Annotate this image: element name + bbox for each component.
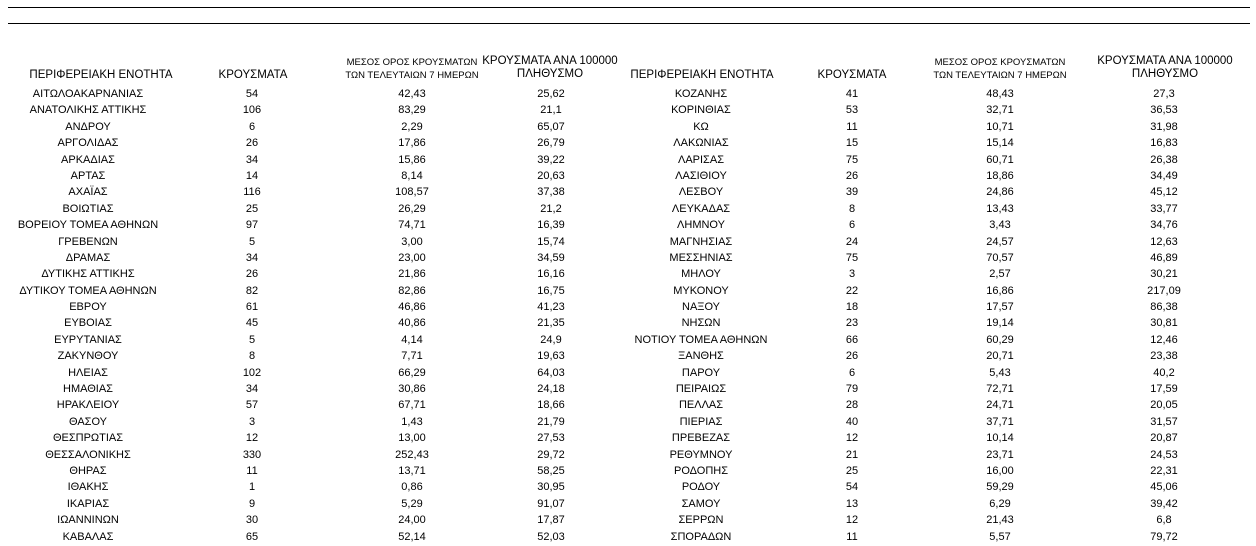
left-per100k-cell: 34,59 (537, 251, 565, 264)
left-region-cell: ΒΟΙΩΤΙΑΣ (62, 202, 114, 215)
left-avg-cell: 5,29 (401, 497, 423, 510)
left-per100k-cell: 21,35 (537, 317, 565, 330)
right-avg-cell: 23,71 (986, 448, 1014, 461)
left-region-cell: ΘΕΣΣΑΛΟΝΙΚΗΣ (45, 448, 131, 461)
left-avg-cell: 8,14 (401, 169, 423, 182)
right-region-cell: ΜΕΣΣΗΝΙΑΣ (669, 251, 733, 264)
left-avg-cell: 66,29 (398, 366, 426, 379)
right-avg-cell: 19,14 (986, 317, 1014, 330)
right-cases-cell: 79 (845, 383, 859, 396)
right-per100k-cell: 12,46 (1150, 333, 1178, 346)
right-cases-cell: 75 (845, 251, 859, 264)
right-cases-cell: 66 (845, 333, 859, 346)
right-avg-cell: 21,43 (986, 514, 1014, 527)
right-per100k-cell: 23,38 (1150, 350, 1178, 363)
right-per100k-cell: 86,38 (1150, 301, 1178, 314)
left-per100k-cell: 21,79 (537, 415, 565, 428)
right-avg-cell: 13,43 (986, 202, 1014, 215)
table-row (0, 365, 1256, 381)
right-cases-cell: 13 (845, 497, 859, 510)
left-region-cell: ΙΩΑΝΝΙΝΩΝ (57, 514, 119, 527)
table-row (0, 332, 1256, 348)
left-avg-cell: 252,43 (395, 448, 429, 461)
right-cases-cell: 39 (845, 186, 859, 199)
left-per100k-cell: 25,62 (537, 88, 565, 100)
right-region-cell: ΛΗΜΝΟΥ (677, 219, 725, 232)
right-per100k-cell: 36,53 (1150, 104, 1178, 117)
table-row (0, 315, 1256, 331)
left-per100k-cell: 18,66 (537, 399, 565, 412)
left-cases-cell: 116 (243, 186, 261, 199)
left-region-cell: ΗΜΑΘΙΑΣ (63, 383, 113, 396)
left-region-cell: ΙΚΑΡΙΑΣ (66, 497, 110, 510)
left-avg-cell: 3,00 (401, 235, 423, 248)
right-cases-cell: 18 (845, 301, 859, 314)
right-cases-cell: 25 (845, 464, 859, 477)
right-region-cell: ΚΟΡΙΝΘΙΑΣ (671, 104, 731, 117)
right-cases-cell: 75 (845, 153, 859, 166)
left-avg-cell: 17,86 (398, 137, 426, 150)
table-row (0, 86, 1256, 102)
right-cases-cell: 8 (848, 202, 856, 215)
left-region-cell: ΑΡΤΑΣ (70, 169, 106, 182)
left-per100k-cell: 24,9 (540, 333, 562, 346)
right-header-cases: ΚΡΟΥΣΜΑΤΑ (817, 69, 887, 81)
right-per100k-cell: 45,06 (1150, 481, 1178, 494)
left-avg-cell: 0,86 (401, 481, 423, 494)
right-per100k-cell: 17,59 (1150, 383, 1178, 396)
left-region-cell: ΑΝΔΡΟΥ (65, 120, 111, 133)
right-per100k-cell: 30,81 (1150, 317, 1178, 330)
right-region-cell: ΚΩ (693, 120, 709, 133)
right-header-avg (918, 56, 1082, 82)
right-avg-cell: 37,71 (986, 415, 1014, 428)
left-per100k-cell: 16,75 (537, 284, 565, 297)
left-avg-cell: 74,71 (398, 219, 426, 232)
left-region-cell: ΓΡΕΒΕΝΩΝ (58, 235, 118, 248)
right-per100k-cell: 16,83 (1150, 137, 1178, 150)
left-cases-cell: 102 (242, 366, 262, 379)
left-region-cell: ΑΡΓΟΛΙΔΑΣ (57, 137, 119, 150)
right-avg-cell: 6,29 (989, 497, 1011, 510)
right-cases-cell: 12 (845, 432, 859, 445)
left-cases-cell: 34 (245, 251, 259, 264)
right-region-cell: ΛΑΣΙΘΙΟΥ (675, 169, 727, 182)
left-region-cell: ΑΡΚΑΔΙΑΣ (61, 153, 115, 166)
right-avg-cell: 24,71 (986, 399, 1014, 412)
right-region-cell: ΠΙΕΡΙΑΣ (679, 415, 723, 428)
left-region-cell: ΑΧΑΪΑΣ (68, 186, 108, 199)
left-region-cell: ΘΑΣΟΥ (68, 415, 108, 428)
table-row (0, 168, 1256, 184)
left-avg-cell: 108,57 (395, 186, 429, 199)
left-region-cell: ΑΙΤΩΛΟΑΚΑΡΝΑΝΙΑΣ (32, 88, 144, 100)
right-avg-cell: 70,57 (986, 251, 1014, 264)
right-header-per100k-line2: ΠΛΗΘΥΣΜΟ (1131, 68, 1199, 80)
right-avg-cell: 20,71 (986, 350, 1014, 363)
right-cases-cell: 40 (845, 415, 859, 428)
left-per100k-cell: 15,74 (537, 235, 565, 248)
left-region-cell: ΑΝΑΤΟΛΙΚΗΣ ΑΤΤΙΚΗΣ (29, 104, 147, 117)
right-region-cell: ΡΟΔΟΥ (681, 481, 721, 494)
right-region-cell: ΡΕΘΥΜΝΟΥ (669, 448, 733, 461)
left-region-cell: ΗΛΕΙΑΣ (68, 366, 108, 379)
right-cases-cell: 41 (845, 88, 859, 100)
left-header-per100k-line2: ΠΛΗΘΥΣΜΟ (516, 68, 584, 80)
right-region-cell: ΝΗΣΩΝ (681, 317, 721, 330)
left-cases-cell: 8 (248, 350, 256, 363)
right-avg-cell: 16,86 (986, 284, 1014, 297)
left-cases-cell: 25 (245, 202, 259, 215)
left-cases-cell: 3 (248, 415, 256, 428)
right-per100k-cell: 40,2 (1153, 366, 1175, 379)
table-row (0, 430, 1256, 446)
right-per100k-cell: 20,05 (1150, 399, 1178, 412)
right-avg-cell: 60,71 (986, 153, 1014, 166)
right-cases-cell: 6 (848, 366, 856, 379)
left-cases-cell: 97 (245, 219, 259, 232)
right-per100k-cell: 46,89 (1150, 251, 1178, 264)
table-row (0, 102, 1256, 118)
data-table (0, 86, 1256, 545)
left-cases-cell: 54 (245, 88, 259, 100)
left-cases-cell: 6 (248, 120, 256, 133)
right-per100k-cell: 27,3 (1153, 88, 1175, 100)
right-per100k-cell: 45,12 (1150, 186, 1178, 199)
left-avg-cell: 15,86 (398, 153, 426, 166)
left-avg-cell: 4,14 (401, 333, 423, 346)
right-cases-cell: 24 (845, 235, 859, 248)
right-avg-cell: 10,14 (986, 432, 1014, 445)
table-row (0, 496, 1256, 512)
left-cases-cell: 330 (242, 448, 262, 461)
right-cases-cell: 26 (845, 169, 859, 182)
table-row (0, 512, 1256, 528)
left-cases-cell: 61 (245, 301, 259, 314)
left-cases-cell: 11 (246, 464, 258, 477)
left-region-cell: ΚΑΒΑΛΑΣ (62, 530, 114, 543)
left-cases-cell: 26 (245, 268, 259, 281)
right-header-avg-line1: ΜΕΣΟΣ ΟΡΟΣ ΚΡΟΥΣΜΑΤΩΝ (934, 57, 1066, 68)
right-header-per100k (1080, 55, 1250, 81)
table-row (0, 529, 1256, 545)
right-region-cell: ΛΑΡΙΣΑΣ (677, 153, 724, 166)
right-avg-cell: 59,29 (986, 481, 1014, 494)
table-row (0, 217, 1256, 233)
left-per100k-cell: 37,38 (537, 186, 565, 199)
right-avg-cell: 17,57 (986, 301, 1014, 314)
left-cases-cell: 26 (245, 137, 259, 150)
table-row (0, 119, 1256, 135)
right-header-per100k-line1: ΚΡΟΥΣΜΑΤΑ ΑΝΑ 100000 (1097, 55, 1233, 67)
right-per100k-cell: 31,57 (1150, 415, 1178, 428)
left-avg-cell: 7,71 (401, 350, 423, 363)
left-per100k-cell: 39,22 (537, 153, 565, 166)
right-region-cell: ΜΗΛΟΥ (681, 268, 721, 281)
right-region-cell: ΠΕΙΡΑΙΩΣ (675, 383, 727, 396)
table-row (0, 135, 1256, 151)
table-row (0, 184, 1256, 200)
left-region-cell: ΗΡΑΚΛΕΙΟΥ (56, 399, 120, 412)
right-region-cell: ΣΑΜΟΥ (681, 497, 721, 510)
right-avg-cell: 2,57 (989, 268, 1011, 281)
right-header-region: ΠΕΡΙΦΕΡΕΙΑΚΗ ΕΝΟΤΗΤΑ (630, 69, 774, 81)
left-header-cases: ΚΡΟΥΣΜΑΤΑ (218, 69, 288, 81)
right-cases-cell: 15 (845, 137, 859, 150)
right-region-cell: ΜΥΚΟΝΟΥ (673, 284, 729, 297)
right-per100k-cell: 217,09 (1147, 284, 1181, 297)
left-per100k-cell: 19,63 (537, 350, 565, 363)
right-avg-cell: 10,71 (986, 120, 1014, 133)
right-per100k-cell: 26,38 (1150, 153, 1178, 166)
right-cases-cell: 54 (845, 481, 859, 494)
right-cases-cell: 23 (845, 317, 859, 330)
left-per100k-cell: 16,39 (537, 219, 565, 232)
left-avg-cell: 2,29 (401, 120, 423, 133)
left-avg-cell: 1,43 (401, 415, 423, 428)
left-avg-cell: 67,71 (398, 399, 426, 412)
left-cases-cell: 45 (245, 317, 259, 330)
left-cases-cell: 65 (245, 530, 259, 543)
left-cases-cell: 14 (245, 169, 259, 182)
left-cases-cell: 1 (248, 481, 256, 494)
right-avg-cell: 18,86 (986, 169, 1014, 182)
right-avg-cell: 15,14 (986, 137, 1014, 150)
right-cases-cell: 11 (846, 530, 858, 543)
right-region-cell: ΝΟΤΙΟΥ ΤΟΜΕΑ ΑΘΗΝΩΝ (634, 333, 768, 346)
right-region-cell: ΠΕΛΛΑΣ (678, 399, 724, 412)
right-region-cell: ΚΟΖΑΝΗΣ (674, 88, 728, 100)
right-region-cell: ΡΟΔΟΠΗΣ (673, 464, 729, 477)
left-region-cell: ΕΥΡΥΤΑΝΙΑΣ (54, 333, 122, 346)
table-row (0, 414, 1256, 430)
left-region-cell: ΙΘΑΚΗΣ (67, 481, 109, 494)
left-cases-cell: 57 (245, 399, 259, 412)
table-row (0, 381, 1256, 397)
right-avg-cell: 5,43 (989, 366, 1011, 379)
left-per100k-cell: 64,03 (537, 366, 565, 379)
left-avg-cell: 52,14 (398, 530, 426, 543)
left-cases-cell: 34 (245, 383, 259, 396)
left-avg-cell: 13,00 (398, 432, 426, 445)
left-region-cell: ΘΕΣΠΡΩΤΙΑΣ (52, 432, 124, 445)
left-per100k-cell: 26,79 (537, 137, 565, 150)
right-region-cell: ΣΠΟΡΑΔΩΝ (670, 530, 732, 543)
left-cases-cell: 9 (248, 497, 256, 510)
left-region-cell: ΔΥΤΙΚΟΥ ΤΟΜΕΑ ΑΘΗΝΩΝ (19, 284, 157, 297)
left-per100k-cell: 30,95 (537, 481, 565, 494)
left-per100k-cell: 20,63 (537, 169, 565, 182)
left-region-cell: ΕΥΒΟΙΑΣ (64, 317, 112, 330)
right-region-cell: ΛΕΣΒΟΥ (678, 186, 724, 199)
right-avg-cell: 48,43 (986, 88, 1014, 100)
right-avg-cell: 24,57 (986, 235, 1014, 248)
left-cases-cell: 106 (242, 104, 262, 117)
left-header-avg-line1: ΜΕΣΟΣ ΟΡΟΣ ΚΡΟΥΣΜΑΤΩΝ (346, 57, 478, 68)
right-region-cell: ΝΑΞΟΥ (682, 301, 720, 314)
right-avg-cell: 72,71 (986, 383, 1014, 396)
right-cases-cell: 6 (848, 219, 856, 232)
left-header-region: ΠΕΡΙΦΕΡΕΙΑΚΗ ΕΝΟΤΗΤΑ (29, 69, 173, 81)
left-region-cell: ΒΟΡΕΙΟΥ ΤΟΜΕΑ ΑΘΗΝΩΝ (17, 219, 159, 232)
left-cases-cell: 34 (245, 153, 259, 166)
table-row (0, 201, 1256, 217)
left-cases-cell: 5 (248, 235, 256, 248)
left-per100k-cell: 91,07 (537, 497, 565, 510)
table-row (0, 463, 1256, 479)
left-avg-cell: 23,00 (398, 251, 426, 264)
right-per100k-cell: 34,76 (1150, 219, 1178, 232)
left-cases-cell: 30 (245, 514, 259, 527)
left-header-per100k (470, 55, 630, 81)
left-per100k-cell: 29,72 (537, 448, 565, 461)
right-per100k-cell: 33,77 (1150, 202, 1178, 215)
left-region-cell: ΕΒΡΟΥ (69, 301, 107, 314)
right-region-cell: ΣΕΡΡΩΝ (678, 514, 724, 527)
table-row (0, 479, 1256, 495)
left-avg-cell: 26,29 (398, 202, 426, 215)
left-avg-cell: 30,86 (398, 383, 426, 396)
left-avg-cell: 46,86 (398, 301, 426, 314)
left-avg-cell: 42,43 (398, 88, 426, 100)
right-per100k-cell: 30,21 (1150, 268, 1178, 281)
left-per100k-cell: 41,23 (537, 301, 565, 314)
left-avg-cell: 21,86 (398, 268, 426, 281)
left-region-cell: ΖΑΚΥΝΘΟΥ (57, 350, 119, 363)
right-region-cell: ΛΕΥΚΑΔΑΣ (671, 202, 731, 215)
right-avg-cell: 16,00 (986, 464, 1014, 477)
left-region-cell: ΘΗΡΑΣ (69, 464, 107, 477)
right-cases-cell: 28 (845, 399, 859, 412)
right-avg-cell: 32,71 (986, 104, 1014, 117)
left-per100k-cell: 65,07 (537, 120, 565, 133)
left-avg-cell: 40,86 (398, 317, 426, 330)
right-cases-cell: 3 (848, 268, 856, 281)
left-per100k-cell: 17,87 (537, 514, 565, 527)
right-region-cell: ΜΑΓΝΗΣΙΑΣ (669, 235, 733, 248)
left-cases-cell: 12 (245, 432, 259, 445)
left-per100k-cell: 16,16 (537, 268, 565, 281)
table-row (0, 283, 1256, 299)
right-header-avg-line2: ΤΩΝ ΤΕΛΕΥΤΑΙΩΝ 7 ΗΜΕΡΩΝ (933, 70, 1067, 81)
right-per100k-cell: 20,87 (1150, 432, 1178, 445)
table-row (0, 234, 1256, 250)
table-row (0, 447, 1256, 463)
right-region-cell: ΠΡΕΒΕΖΑΣ (671, 432, 731, 445)
left-header-avg-line2: ΤΩΝ ΤΕΛΕΥΤΑΙΩΝ 7 ΗΜΕΡΩΝ (345, 70, 479, 81)
right-cases-cell: 21 (845, 448, 859, 461)
top-rule (8, 7, 1250, 8)
left-avg-cell: 83,29 (398, 104, 426, 117)
left-avg-cell: 24,00 (398, 514, 426, 527)
right-cases-cell: 12 (845, 514, 859, 527)
right-per100k-cell: 12,63 (1150, 235, 1178, 248)
left-per100k-cell: 27,53 (537, 432, 565, 445)
left-cases-cell: 82 (245, 284, 259, 297)
table-row (0, 152, 1256, 168)
right-avg-cell: 3,43 (989, 219, 1011, 232)
left-per100k-cell: 58,25 (537, 464, 565, 477)
right-avg-cell: 5,57 (989, 530, 1011, 543)
right-cases-cell: 26 (845, 350, 859, 363)
left-region-cell: ΔΡΑΜΑΣ (65, 251, 111, 264)
bottom-rule (8, 23, 1250, 24)
left-region-cell: ΔΥΤΙΚΗΣ ΑΤΤΙΚΗΣ (41, 268, 135, 281)
left-per100k-cell: 24,18 (537, 383, 565, 396)
left-avg-cell: 13,71 (398, 464, 426, 477)
left-header-per100k-line1: ΚΡΟΥΣΜΑΤΑ ΑΝΑ 100000 (482, 55, 618, 67)
right-per100k-cell: 24,53 (1150, 448, 1178, 461)
left-cases-cell: 5 (248, 333, 256, 346)
left-per100k-cell: 21,1 (540, 104, 562, 117)
right-per100k-cell: 79,72 (1150, 530, 1178, 543)
right-avg-cell: 60,29 (986, 333, 1014, 346)
left-per100k-cell: 21,2 (540, 202, 562, 215)
right-cases-cell: 53 (845, 104, 859, 117)
right-per100k-cell: 31,98 (1150, 120, 1178, 133)
table-row (0, 348, 1256, 364)
left-per100k-cell: 52,03 (537, 530, 565, 543)
table-row (0, 397, 1256, 413)
left-avg-cell: 82,86 (398, 284, 426, 297)
table-row (0, 250, 1256, 266)
right-per100k-cell: 39,42 (1150, 497, 1178, 510)
right-region-cell: ΛΑΚΩΝΙΑΣ (673, 137, 729, 150)
table-row (0, 266, 1256, 282)
right-region-cell: ΠΑΡΟΥ (681, 366, 721, 379)
right-region-cell: ΞΑΝΘΗΣ (678, 350, 724, 363)
right-per100k-cell: 34,49 (1150, 169, 1178, 182)
right-avg-cell: 24,86 (986, 186, 1014, 199)
right-cases-cell: 22 (845, 284, 859, 297)
table-row (0, 299, 1256, 315)
right-cases-cell: 11 (846, 120, 858, 133)
right-per100k-cell: 6,8 (1156, 514, 1172, 527)
right-per100k-cell: 22,31 (1150, 464, 1178, 477)
